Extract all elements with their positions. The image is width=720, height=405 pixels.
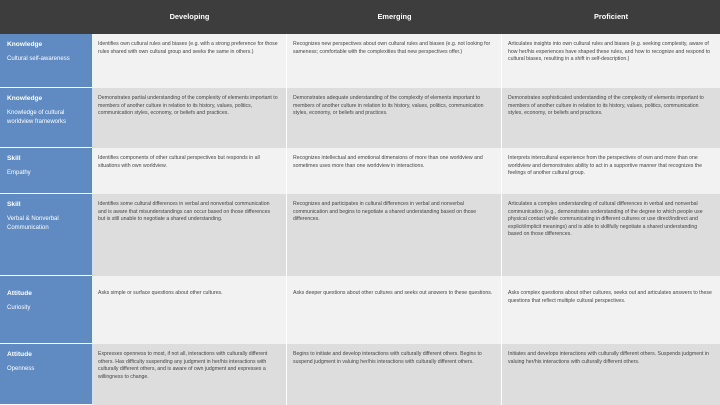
table-row [0,276,720,344]
row-category: Knowledge [7,41,43,48]
row-subcategory: Empathy [7,170,31,176]
cell-proficient: Interprets intercultural experience from the perspectives of own and more than one worldview and demonstrates ability to act in a supportive manner that recognizes the feelings of another cultural group. [502,148,720,194]
row-category: Attitude [7,351,32,358]
cell-proficient: Demonstrates sophisticated understanding of the complexity of elements important to members of another culture in relation to its history, values, politics, communication styles, economy, or beliefs and practices. [502,88,720,148]
row-subcategory: Knowledge of cultural worldview frameworks [7,110,67,125]
cell-proficient: Articulates a complex understanding of cultural differences in verbal and nonverbal communication (e.g., demonstrates understanding of the degree to which people use physical contact while communicating in different cultures or use direct/indirect and explicit/implicit meanings) and is able to skillfully negotiate a shared understanding based on those differences. [502,194,720,276]
cell-developing: Asks simple or surface questions about other cultures. [92,276,287,344]
column-header-proficient: Proficient [593,12,629,21]
row-category: Skill [7,201,21,208]
row-subcategory: Curiosity [7,305,31,311]
row-category: Knowledge [7,95,43,102]
table-row [0,88,720,148]
cell-developing: Identifies components of other cultural perspectives but responds in all situations with own worldview. [92,148,287,194]
cell-emerging: Asks deeper questions about other cultures and seeks out answers to these questions. [287,276,502,344]
row-label [0,344,92,405]
cell-developing: Identifies some cultural differences in verbal and nonverbal communication and is aware that misunderstandings can occur based on those differences but is still unable to negotiate a shared understanding. [92,194,287,276]
cell-proficient: Asks complex questions about other cultures, seeks out and articulates answers to these questions that reflect multiple cultural perspectives. [502,276,720,344]
row-label [0,34,92,88]
table-row [0,34,720,88]
cell-developing: Expresses openness to most, if not all, interactions with culturally different others. Has difficulty suspending any judgment in her/his interactions with culturally different others, and is aware of own judgment and expresses a willingness to change. [92,344,287,405]
row-label [0,88,92,148]
row-subcategory: Verbal & Nonverbal Communication [7,216,59,231]
table-header [0,0,720,34]
column-header-developing: Developing [169,12,210,21]
cell-proficient: Articulates insights into own cultural rules and biases (e.g. seeking complexity, aware of how her/his experiences have shaped these rules, and how to recognize and respond to cultural biases, resulting in a shift in self-description.) [502,34,720,88]
row-subcategory: Openness [7,366,35,372]
column-header-emerging: Emerging [377,12,412,21]
row-category: Attitude [7,290,32,297]
cell-developing: Identifies own cultural rules and biases (e.g. with a strong preference for those rules shared with own cultural group and seeks the same in others.) [92,34,287,88]
row-label [0,194,92,276]
cell-emerging: Recognizes and participates in cultural differences in verbal and nonverbal communication and begins to negotiate a shared understanding based on those differences. [287,194,502,276]
row-label [0,276,92,344]
table-row [0,194,720,276]
cell-proficient: Initiates and develops interactions with culturally different others. Suspends judgment in valuing her/his interactions with culturally different others. [502,344,720,405]
row-subcategory: Cultural self-awareness [7,56,70,62]
cell-emerging: Demonstrates adequate understanding of the complexity of elements important to members of another culture in relation to its history, values, politics, communication styles, economy, or beliefs and practices. [287,88,502,148]
table-row [0,148,720,194]
cell-emerging: Recognizes new perspectives about own cultural rules and biases (e.g. not looking for sameness; comfortable with the complexities that new perspectives offer.) [287,34,502,88]
cell-emerging: Recognizes intellectual and emotional dimensions of more than one worldview and sometimes uses more than one worldview in interactions. [287,148,502,194]
header-corner [0,0,92,34]
row-category: Skill [7,155,21,162]
cell-developing: Demonstrates partial understanding of the complexity of elements important to members of another culture in relation to its history, values, politics, communication styles, economy, or beliefs and practices. [92,88,287,148]
table-row [0,344,720,405]
cell-emerging: Begins to initiate and develop interactions with culturally different others. Begins to suspend judgment in valuing her/his interactions with culturally different others. [287,344,502,405]
row-label [0,148,92,194]
